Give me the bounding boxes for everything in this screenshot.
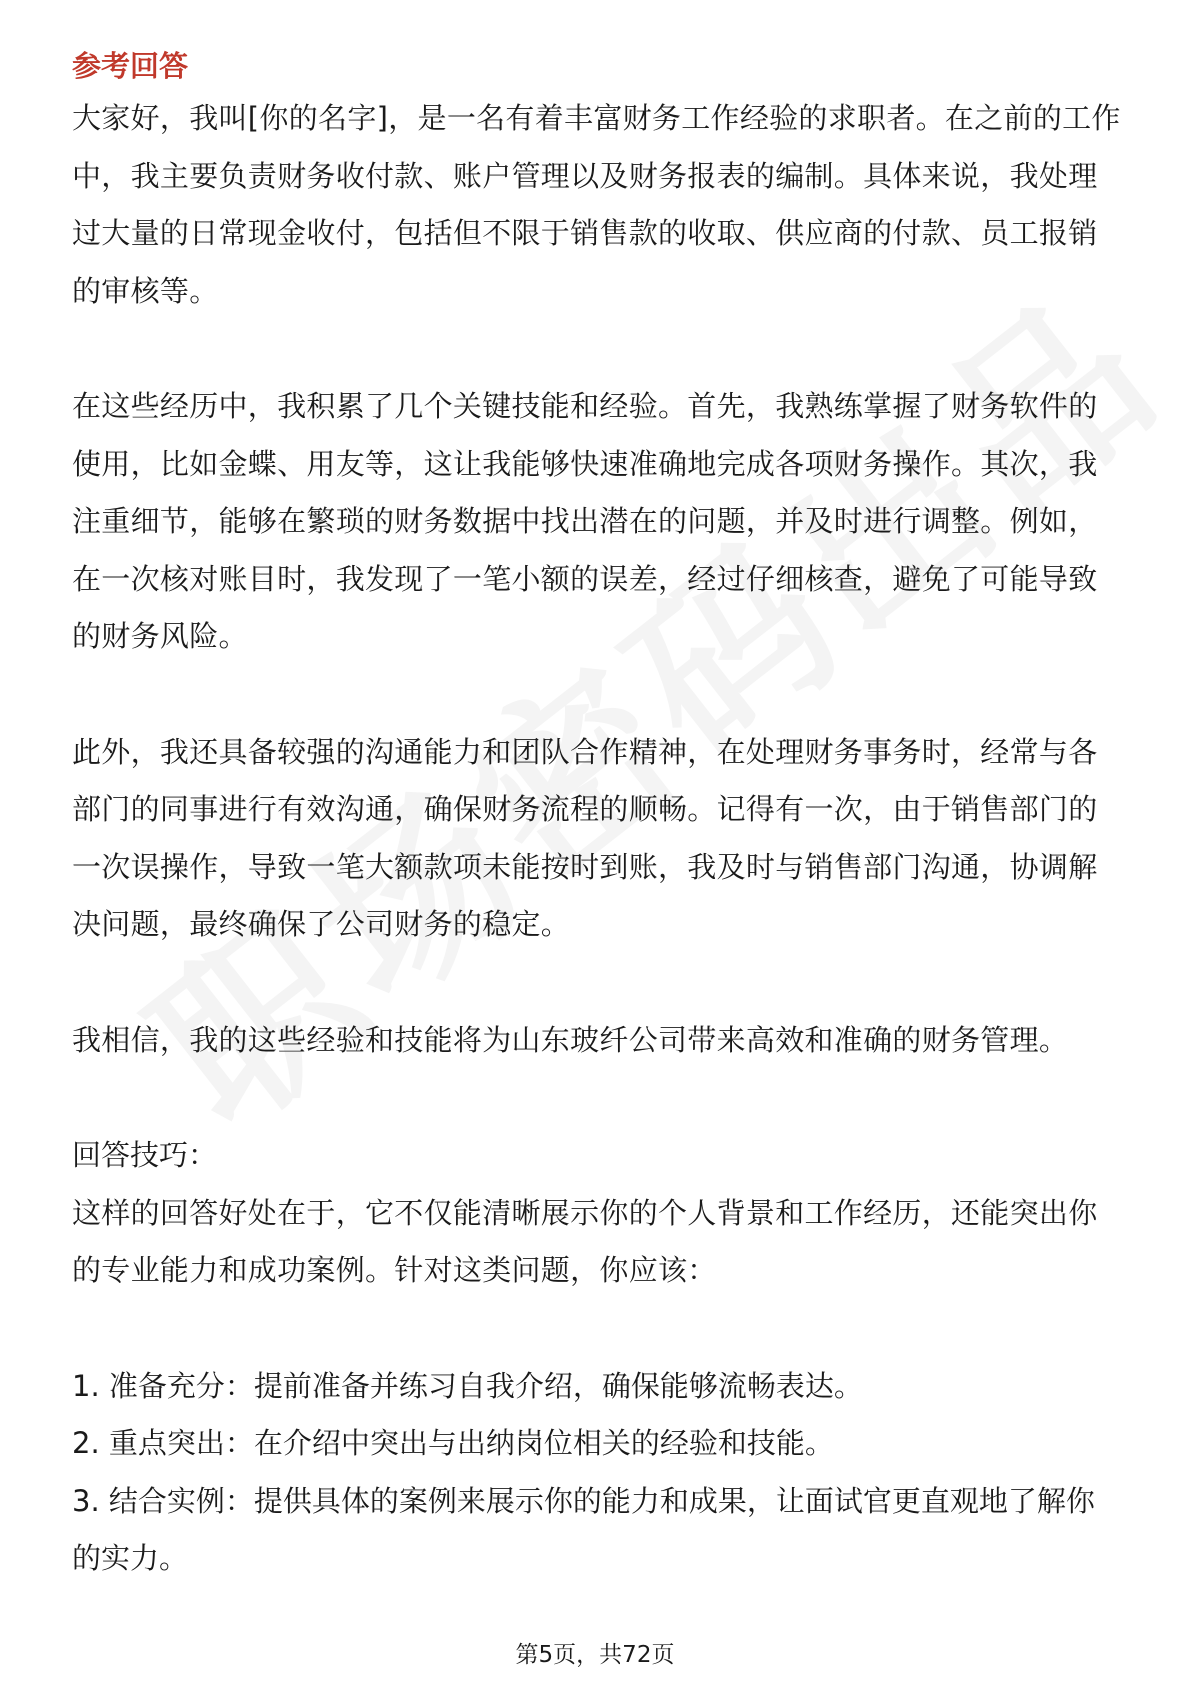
document-page — [72, 42, 1122, 1588]
paragraph-gap — [72, 1300, 1122, 1358]
tips-label: 回答技巧： — [72, 1138, 218, 1172]
answer-paragraph-3: 此外，我还具备较强的沟通能力和团队合作精神，在处理财务事务时，经常与各部门的同事进行有效沟通，确保财务流程的顺畅。记得有一次，由于销售部门的一次误操作，导致一笔大额款项未能按时到账，我及时与销售部门沟通，协调解决问题，最终确保了公司财务的稳定。 — [72, 734, 1098, 941]
list-item: 1. 准备充分：提前准备并练习自我介绍，确保能够流畅表达。 — [72, 1368, 863, 1403]
answer-paragraph-4: 我相信，我的这些经验和技能将为山东玻纤公司带来高效和准确的财务管理。 — [72, 1022, 1069, 1057]
paragraph-gap — [72, 320, 1122, 378]
list-item: 3. 结合实例：提供具体的案例来展示你的能力和成果，让面试官更直观地了解你的实力。 — [72, 1483, 1095, 1575]
tips-list — [72, 1358, 1122, 1588]
answer-paragraph-1: 大家好，我叫[你的名字]，是一名有着丰富财务工作经验的求职者。在之前的工作中，我主要负责财务收付款、账户管理以及财务报表的编制。具体来说，我处理过大量的日常现金收付，包括但不限于销售款的收取、供应商的付款、员工报销的审核等。 — [72, 101, 1121, 308]
tips-intro: 这样的回答好处在于，它不仅能清晰展示你的个人背景和工作经历，还能突出你的专业能力和成功案例。针对这类问题，你应该： — [72, 1195, 1098, 1287]
paragraph-gap — [72, 666, 1122, 724]
paragraph-gap — [72, 1069, 1122, 1127]
list-item: 2. 重点突出：在介绍中突出与出纳岗位相关的经验和技能。 — [72, 1426, 834, 1460]
page-number: 第5页，共72页 — [515, 1642, 675, 1668]
answer-paragraph-2: 在这些经历中，我积累了几个关键技能和经验。首先，我熟练掌握了财务软件的使用，比如金蝶、用友等，这让我能够快速准确地完成各项财务操作。其次，我注重细节，能够在繁琐的财务数据中找出潜在的问题，并及时进行调整。例如，在一次核对账目时，我发现了一笔小额的误差，经过仔细核查，避免了可能导致的财务风险。 — [72, 389, 1098, 653]
section-title: 参考回答 — [72, 49, 189, 83]
paragraph-gap — [72, 954, 1122, 1012]
